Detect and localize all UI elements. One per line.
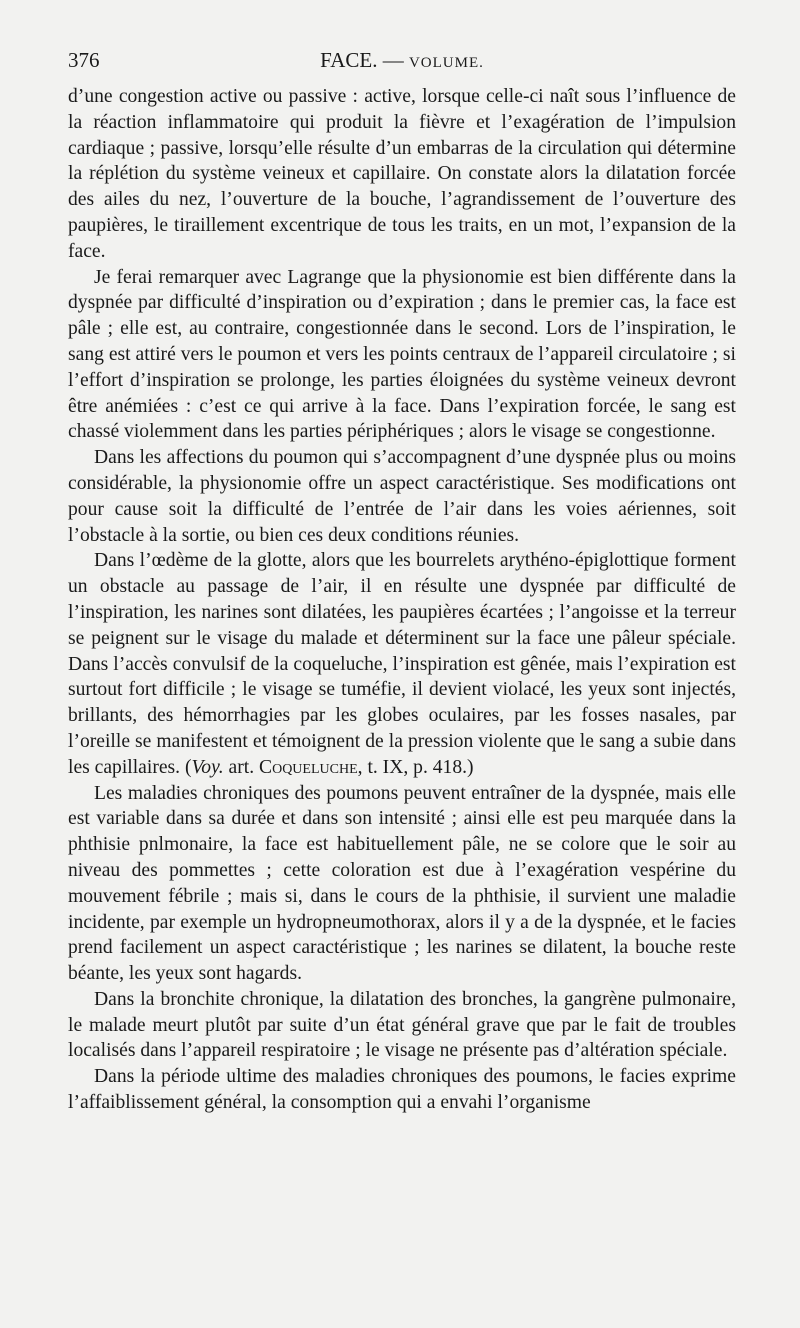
body-text: [68, 84, 736, 1116]
paragraph-7: Dans la période ultime des maladies chroniques des poumons, le facies exprime l’affaiblissement général, la consomption qui a envahi l’organisme: [68, 1066, 736, 1114]
running-head: [68, 48, 736, 73]
page-header: [68, 48, 736, 78]
reference-entry: Coqueluche: [259, 756, 358, 778]
paragraph-4: [68, 548, 736, 780]
paragraph-5: Les maladies chroniques des poumons peuvent entraîner de la dyspnée, mais elle est variable dans sa durée et dans son intensité ; ainsi elle est peu marquée dans la phthisie pnlmonaire, la face est habituellement pâle, ne se colore que le soir au niveau des pommettes ; cette coloration est due à l’exagération vespérine du mouvement fébrile ; mais si, dans le cours de la phthisie, il survient une maladie incidente, par exemple un hydropneumothorax, alors il y a de la dyspnée, et le facies prend facilement un aspect caractéristique ; les narines se dilatent, la bouche reste béante, les yeux sont hagards.: [68, 782, 736, 985]
reference-art: art.: [228, 756, 255, 778]
running-head-dash: —: [382, 48, 404, 72]
reference-voy: Voy.: [191, 756, 224, 778]
reference-volume: , t. IX, p. 418.: [357, 756, 468, 778]
paragraph-2: Je ferai remarquer avec Lagrange que la physionomie est bien différente dans la dyspnée par difficulté d’inspiration ou d’expiration ; dans le premier cas, la face est pâle ; elle est, au contraire, congestionnée dans le second. Lors de l’inspiration, le sang est attiré vers le poumon et vers les points centraux de l’appareil circulatoire ; si l’effort d’inspiration se prolonge, les parties éloignées du système veineux devront être anémiées : c’est ce qui arrive à la face. Dans l’expiration forcée, le sang est chassé violemment dans les parties périphériques ; alors le visage se congestionne.: [68, 266, 736, 443]
paragraph-3: Dans les affections du poumon qui s’accompagnent d’une dyspnée plus ou moins considérable, la physionomie offre un aspect caractéristique. Ses modifications ont pour cause soit la difficulté de l’entrée de l’air dans les voies aériennes, soit l’obstacle à la sortie, ou bien ces deux conditions réunies.: [68, 447, 736, 546]
paragraph-1: d’une congestion active ou passive : active, lorsque celle-ci naît sous l’influence de la réaction inflammatoire qui produit la fièvre et l’exagération de l’impulsion cardiaque ; passive, lorsqu’elle résulte d’un embarras de la circulation qui détermine la réplétion du système veineux et capillaire. On constate alors la dilatation forcée des ailes du nez, l’ouverture de la bouche, l’agrandissement de l’ouverture des paupières, le tiraillement excentrique de tous les traits, en un mot, l’expansion de la face.: [68, 86, 736, 262]
running-head-title: FACE.: [320, 48, 378, 72]
running-head-subtitle: VOLUME.: [408, 55, 484, 71]
cross-reference: (Voy. art. Coqueluche, t. IX, p. 418.): [184, 756, 474, 778]
paragraph-4-text: Dans l’œdème de la glotte, alors que les bourrelets arythéno-épiglottique forment un obstacle au passage de l’air, il en résulte une dyspnée par difficulté de l’inspiration, les narines sont dilatées, les paupières écartées ; l’angoisse et la terreur se peignent sur le visage du malade et déterminent sur la face une pâleur spéciale. Dans l’accès convulsif de la coqueluche, l’inspiration est gênée, mais l’expiration est surtout fort difficile ; le visage se tuméfie, il devient violacé, les yeux sont injectés, brillants, des hémorrhagies par les globes oculaires, par les fosses nasales, par l’oreille se manifestent et témoignent de la pression violente que le sang a subie dans les capillaires.: [68, 550, 736, 778]
paragraph-6: Dans la bronchite chronique, la dilatation des bronches, la gangrène pulmonaire, le malade meurt plutôt par suite d’un état général grave que par le fait de troubles localisés dans l’appareil respiratoire ; le visage ne présente pas d’altération spéciale.: [68, 988, 736, 1062]
page-number: 376: [68, 48, 100, 72]
